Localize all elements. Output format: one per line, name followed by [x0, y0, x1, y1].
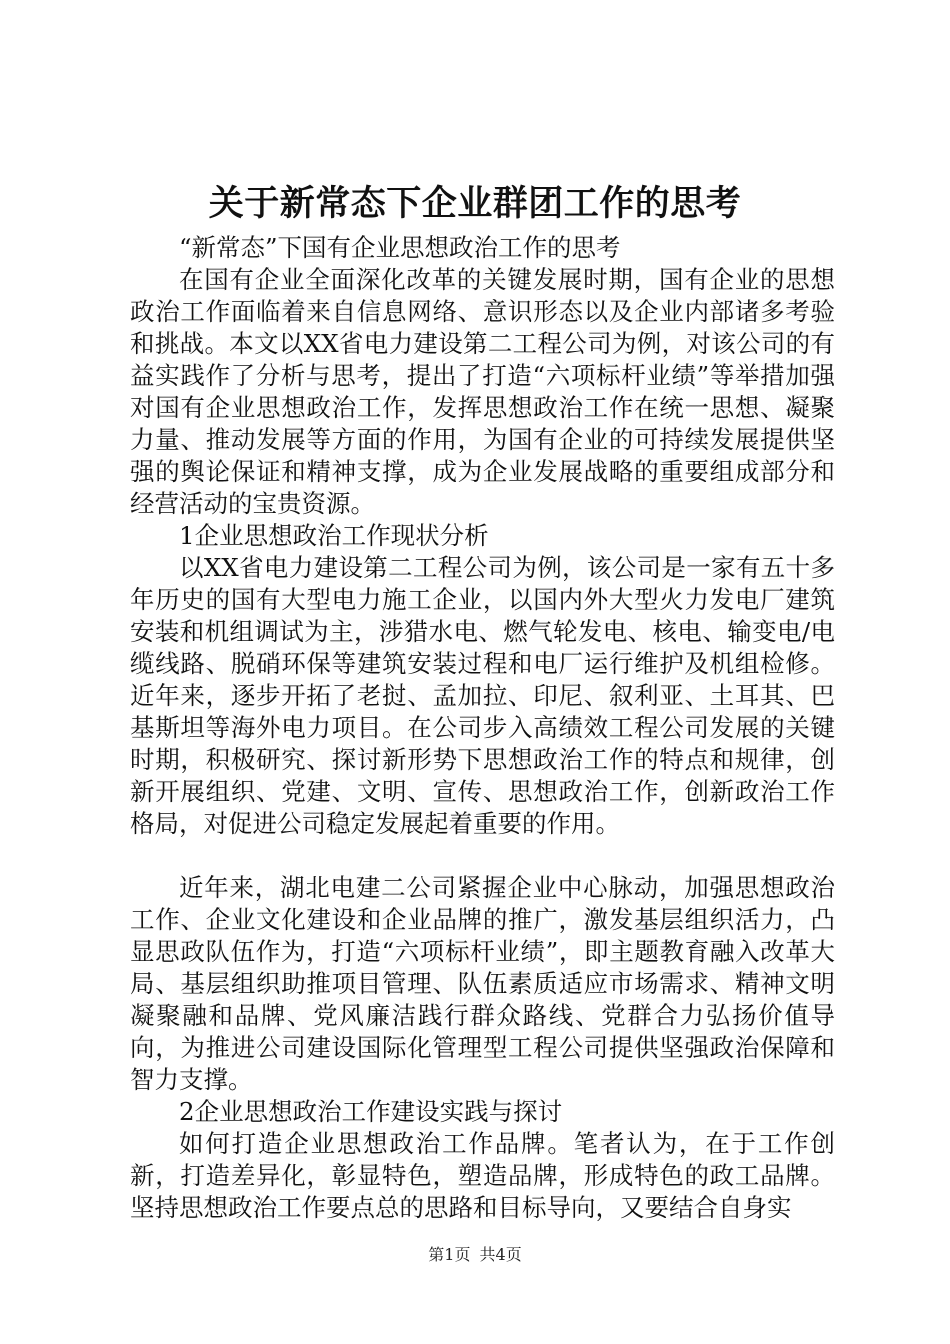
body-paragraph: 如何打造企业思想政治工作品牌。笔者认为，在于工作创新，打造差异化，彰显特色，塑造品牌，形成特色的政工品牌。坚持思想政治工作要点总的思路和目标导向，又要结合自身实 [130, 1129, 835, 1222]
page-footer [0, 1244, 950, 1266]
section-heading-2: 2企业思想政治工作建设实践与探讨 [179, 1097, 563, 1126]
section-heading-1: 1企业思想政治工作现状分析 [179, 521, 489, 550]
page-total: 共4页 [479, 1245, 522, 1264]
intro-paragraph: 在国有企业全面深化改革的关键发展时期，国有企业的思想政治工作面临着来自信息网络、意识形态以及企业内部诸多考验和挑战。本文以XX省电力建设第二工程公司为例，对该公司的有益实践作了分析与思考，提出了打造“六项标杆业绩”等举措加强对国有企业思想政治工作，发挥思想政治工作在统一思想、凝聚力量、推动发展等方面的作用，为国有企业的可持续发展提供坚强的舆论保证和精神支撑，成为企业发展战略的重要组成部分和经营活动的宝贵资源。 [130, 265, 835, 518]
document-title: 关于新常态下企业群团工作的思考 [208, 183, 742, 224]
body-paragraph: 以XX省电力建设第二工程公司为例，该公司是一家有五十多年历史的国有大型电力施工企业，以国内外大型火力发电厂建筑安装和机组调试为主，涉猎水电、燃气轮发电、核电、输变电/电缆线路、脱硝环保等建筑安装过程和电厂运行维护及机组检修。近年来，逐步开拓了老挝、孟加拉、印尼、叙利亚、土耳其、巴基斯坦等海外电力项目。在公司步入高绩效工程公司发展的关键时期，积极研究、探讨新形势下思想政治工作的特点和规律，创新开展组织、党建、文明、宣传、思想政治工作，创新政治工作格局，对促进公司稳定发展起着重要的作用。 [130, 553, 835, 838]
document-body [130, 232, 835, 1224]
subtitle-paragraph: “新常态”下国有企业思想政治工作的思考 [179, 233, 621, 262]
body-paragraph: 近年来，湖北电建二公司紧握企业中心脉动，加强思想政治工作、企业文化建设和企业品牌的推广，激发基层组织活力，凸显思政队伍作为，打造“六项标杆业绩”，即主题教育融入改革大局、基层组织助推项目管理、队伍素质适应市场需求、精神文明凝聚融和品牌、党风廉洁践行群众路线、党群合力弘扬价值导向，为推进公司建设国际化管理型工程公司提供坚强政治保障和智力支撑。 [130, 873, 835, 1094]
page-number: 第1页 [428, 1245, 471, 1264]
